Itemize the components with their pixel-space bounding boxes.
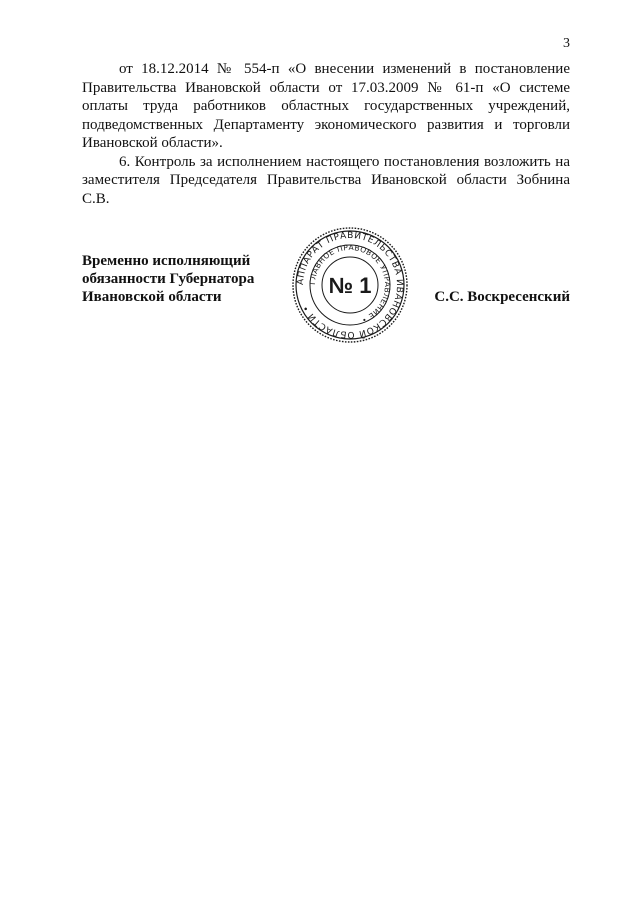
page-number: 3 [563,36,570,51]
signer-title-line: Ивановской области [82,289,222,305]
official-seal-stamp [290,225,410,345]
signer-title-line: Временно исполняющий [82,253,251,269]
seal-center-number: № 1 [328,273,372,298]
seal-graphic [290,225,410,345]
seal-ring-text: АППАРАТ ПРАВИТЕЛЬСТВА ИВАНОВСКОЙ ОБЛАСТИ • [295,230,405,340]
document-body [82,60,570,208]
paragraph-amendment-reference: от 18.12.2014 № 554-п «О внесении изменений в постановление Правительства Ивановской области от 17.03.2009 № 61-п «О системе оплаты труда работников областных государственных учреждений, подведомственных Департаменту экономического развития и торговли Ивановской области». [82,61,570,151]
signer-title-line: обязанности Губернатора [82,271,255,287]
signature-block [82,230,570,342]
seal-inner-text: ГЛАВНОЕ ПРАВОВОЕ УПРАВЛЕНИЕ • [307,242,393,325]
signer-title [82,252,254,306]
paragraph-control-clause: 6. Контроль за исполнением настоящего постановления возложить на заместителя Председателя Правительства Ивановской области Зобнина С.В. [82,153,570,207]
signer-name: С.С. Воскресенский [434,289,570,305]
